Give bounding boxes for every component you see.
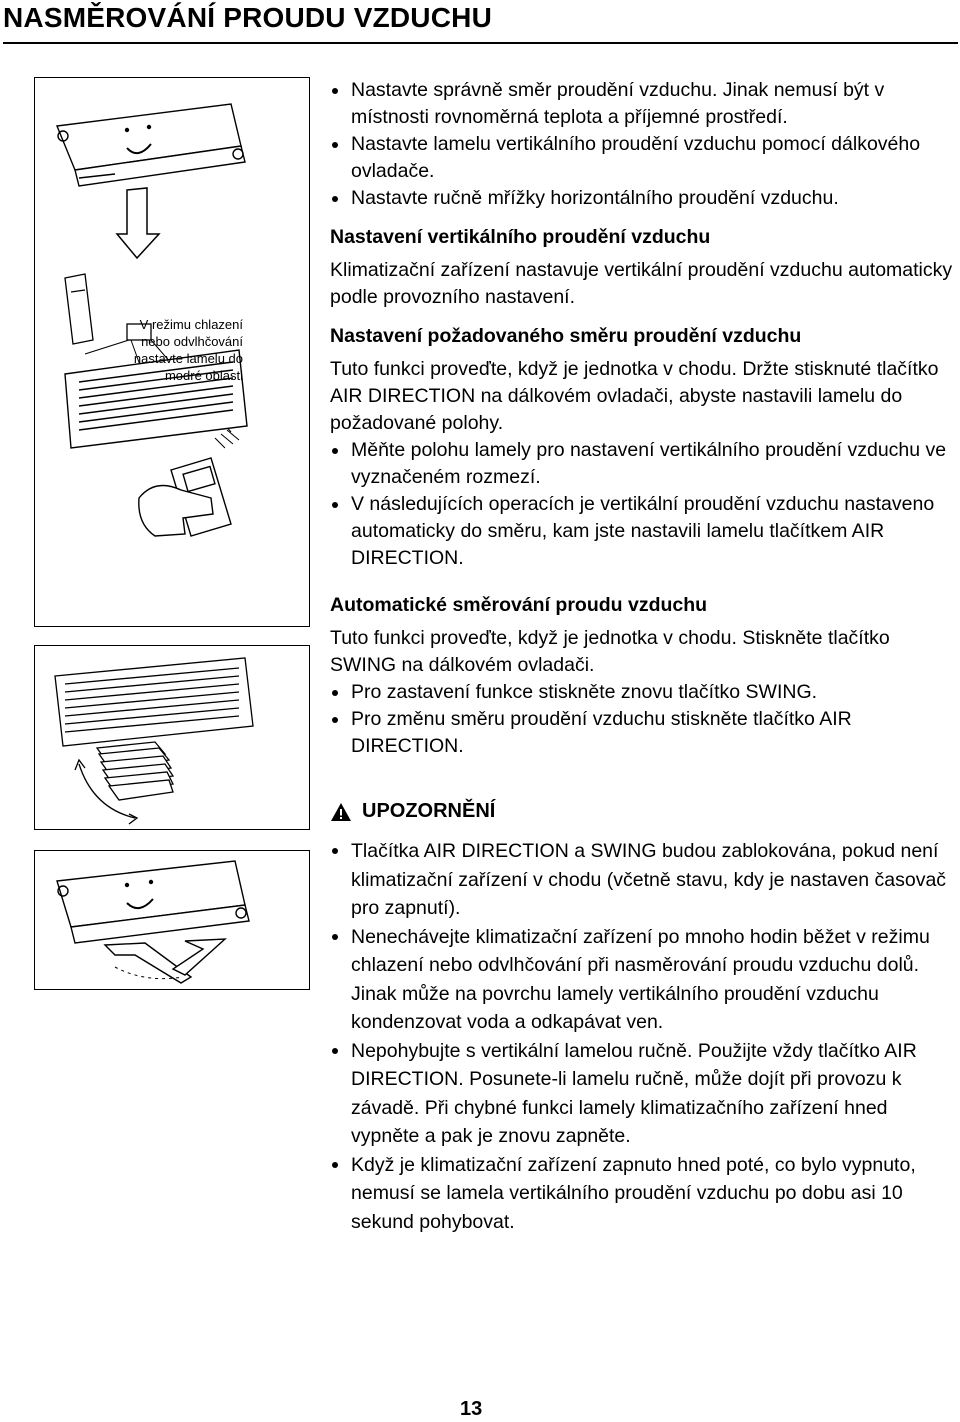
instructions-column <box>330 77 960 1236</box>
vertical-airflow-heading: Nastavení vertikálního proudění vzduchu <box>330 226 711 248</box>
list-item: Nastavte ručně mřížky horizontálního proudění vzduchu. <box>330 185 960 212</box>
page-title: NASMĚROVÁNÍ PROUDU VZDUCHU <box>3 2 492 33</box>
desired-direction-heading: Nastavení požadovaného směru proudění vzduchu <box>330 325 802 347</box>
figure-downward-airflow <box>34 850 310 990</box>
figure-swing-louver <box>34 645 310 830</box>
page-number: 13 <box>460 1398 483 1420</box>
auto-bullet-list <box>330 679 960 760</box>
list-item: Nepohybujte s vertikální lamelou ručně. Použijte vždy tlačítko AIR DIRECTION. Posunete-li lamelu ručně, může dojít při provozu k závadě. Při chybné funkci lamely klimatizačního zařízení hned vypněte a pak je znovu zapněte. <box>330 1037 960 1151</box>
vertical-airflow-text: Klimatizační zařízení nastavuje vertikální proudění vzduchu automaticky podle provozního nastavení. <box>330 259 953 308</box>
swing-louver-illustration <box>35 646 311 831</box>
title-rule <box>3 42 958 44</box>
list-item: Pro zastavení funkce stiskněte znovu tlačítko SWING. <box>330 679 960 706</box>
hand-remote-icon <box>139 430 239 536</box>
list-item: Když je klimatizační zařízení zapnuto hned poté, co bylo vypnuto, nemusí se lamela vertikálního proudění vzduchu po dobu asi 10 sekund pohybovat. <box>330 1151 960 1237</box>
indoor-unit-face-top <box>57 104 245 186</box>
downward-airflow-illustration <box>35 851 311 991</box>
intro-bullet-list <box>330 77 960 212</box>
figure-cooling-airflow <box>34 77 310 627</box>
list-item: Nastavte správně směr proudění vzduchu. Jinak nemusí být v místnosti rovnoměrná teplota a příjemné prostředí. <box>330 77 960 131</box>
figure-caption: V režimu chlazení nebo odvlhčování nastavte lamelu do modré oblasti <box>133 317 243 383</box>
desired-bullet-list <box>330 437 960 572</box>
auto-airflow-text: Tuto funkci proveďte, když je jednotka v chodu. Stiskněte tlačítko SWING na dálkovém ovladači. <box>330 627 890 676</box>
list-item: Nenechávejte klimatizační zařízení po mnoho hodin běžet v režimu chlazení nebo odvlhčování při nasměrování proudu vzduchu dolů. Jinak může na povrchu lamely vertikálního proudění vzduchu kondenzovat voda a odkapávat ven. <box>330 923 960 1037</box>
desired-direction-text: Tuto funkci proveďte, když je jednotka v chodu. Držte stisknuté tlačítko AIR DIRECTION na dálkovém ovladači, abyste nastavili lamelu do požadované polohy. <box>330 358 939 434</box>
list-item: Měňte polohu lamely pro nastavení vertikálního proudění vzduchu ve vyznačeném rozmezí. <box>330 437 960 491</box>
down-arrow-icon <box>117 188 159 258</box>
caution-bullet-list <box>330 837 960 1236</box>
list-item: V následujících operacích je vertikální proudění vzduchu nastaveno automaticky do směru, kam jste nastavili lamelu tlačítkem AIR DIRECTION. <box>330 491 960 572</box>
remote-icon <box>65 274 93 344</box>
list-item: Nastavte lamelu vertikálního proudění vzduchu pomocí dálkového ovladače. <box>330 131 960 185</box>
auto-airflow-heading: Automatické směrování proudu vzduchu <box>330 594 708 616</box>
warning-triangle-icon <box>330 802 352 822</box>
list-item: Pro změnu směru proudění vzduchu stiskněte tlačítko AIR DIRECTION. <box>330 706 960 760</box>
list-item: Tlačítka AIR DIRECTION a SWING budou zablokována, pokud není klimatizační zařízení v chodu (včetně stavu, kdy je nastaven časovač pro zapnutí). <box>330 837 960 923</box>
caution-heading-label: UPOZORNĚNÍ <box>362 800 496 822</box>
caution-heading <box>330 798 960 825</box>
